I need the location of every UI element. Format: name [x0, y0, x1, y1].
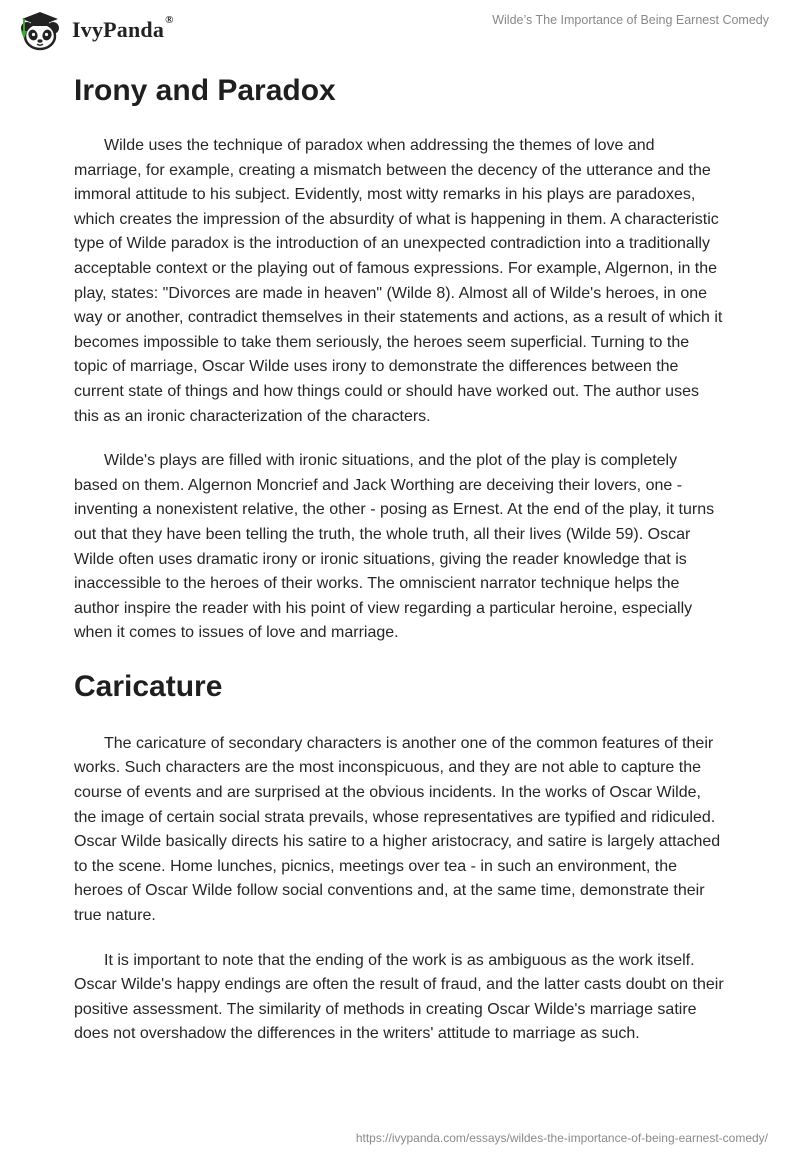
panda-graduate-icon	[14, 9, 66, 51]
ivypanda-logo[interactable]	[14, 9, 174, 51]
essay-content	[74, 70, 724, 1047]
page-header	[0, 0, 800, 60]
source-url[interactable]: https://ivypanda.com/essays/wildes-the-importance-of-being-earnest-comedy/	[355, 1131, 768, 1145]
logo-wordmark: IvyPanda®	[72, 14, 174, 42]
paragraph: The caricature of secondary characters is another one of the common features of their works. Such characters are the most inconspicuous, and they are not able to capture the course of events and are surprised at the obvious incidents. In the works of Oscar Wilde, the image of certain social strata prevails, whose representatives are typified and ridiculed. Oscar Wilde basically directs his satire to a higher aristocracy, and satire is largely attached to the scene. Home lunches, picnics, meetings over tea - in such an environment, the heroes of Oscar Wilde follow social conventions and, at the same time, demonstrate their true nature.	[74, 734, 721, 925]
registered-mark: ®	[165, 14, 174, 26]
paragraph: Wilde uses the technique of paradox when addressing the themes of love and marriage, for example, creating a mismatch between the decency of the utterance and the immoral attitude to his subject. Evidently, most witty remarks in his plays are paradoxes, which creates the impression of the absurdity of what is happening in them. A characteristic type of Wilde paradox is the introduction of an unexpected contradiction into a traditionally acceptable context or the playing out of famous expressions. For example, Algernon, in the play, states: "Divorces are made in heaven" (Wilde 8). Almost all of Wilde's heroes, in one way or another, contradict themselves in their statements and actions, as a result of which it becomes impossible to take them seriously, the heroes seem superficial. Turning to the topic of marriage, Oscar Wilde uses irony to demonstrate the differences between the current state of things and how things could or should have worked out. The author uses this as an ironic characterization of the characters.	[74, 137, 723, 425]
section-heading-irony: Irony and Paradox	[74, 74, 336, 107]
section-heading-caricature: Caricature	[74, 669, 223, 703]
paragraph: It is important to note that the ending of the work is as ambiguous as the work itself. Oscar Wilde's happy endings are often the result of fraud, and the latter casts doubt on their positive assessment. The similarity of methods in creating Oscar Wilde's marriage satire does not overshadow the differences in the writers' attitude to marriage as such.	[74, 951, 724, 1043]
paragraph: Wilde's plays are filled with ironic situations, and the plot of the play is completely based on them. Algernon Moncrief and Jack Worthing are deceiving their lovers, one - inventing a nonexistent relative, the other - posing as Ernest. At the end of the play, it turns out that they have been telling the truth, the whole truth, all their lives (Wilde 59). Oscar Wilde often uses dramatic irony or ironic situations, giving the reader knowledge that is inaccessible to the heroes of their works. The omniscient narrator technique helps the author inspire the reader with his point of view regarding a particular heroine, especially when it comes to issues of love and marriage.	[74, 452, 715, 642]
document-title: Wilde’s The Importance of Being Earnest Comedy	[492, 13, 769, 27]
